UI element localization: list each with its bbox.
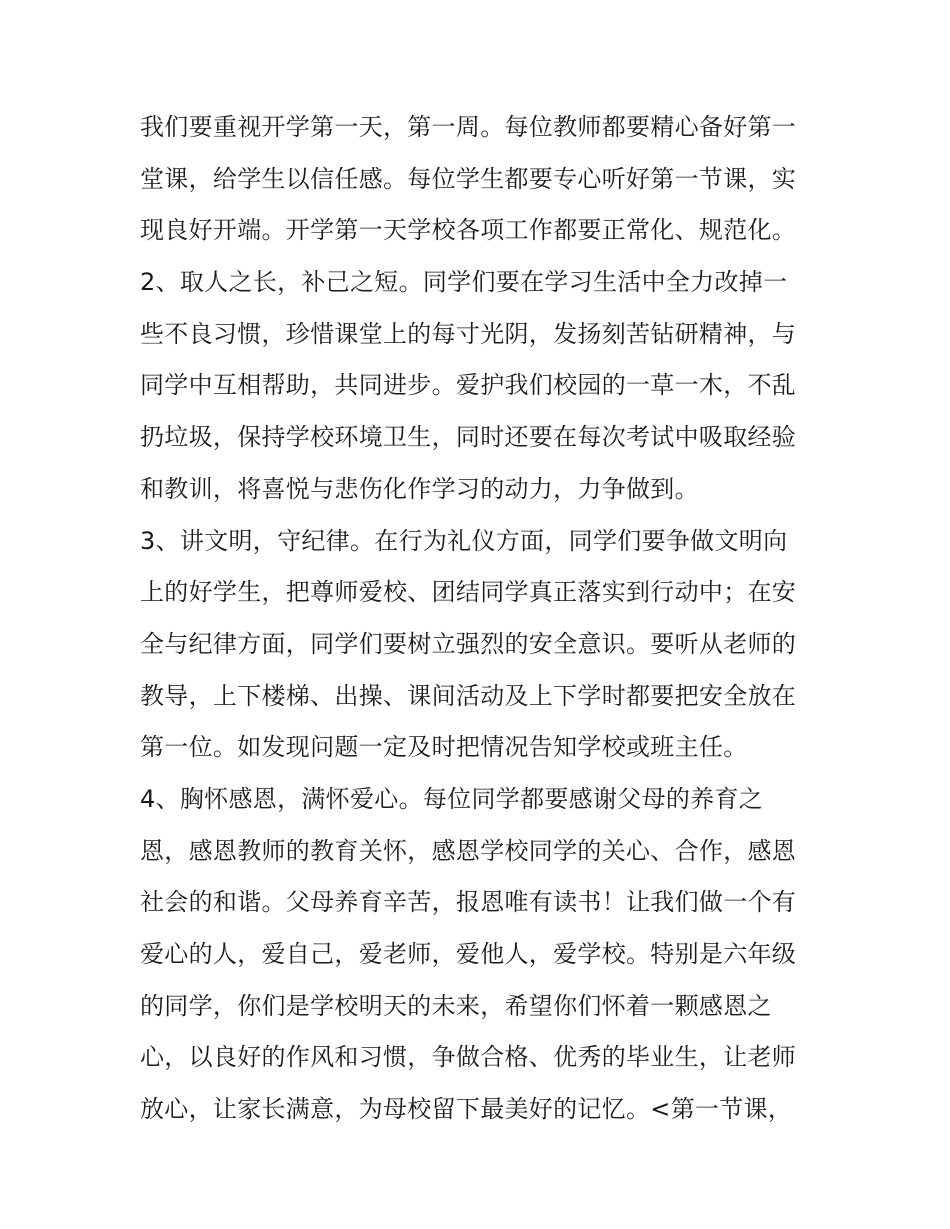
- text-line: 放心，让家长满意，为母校留下最美好的记忆。<第一节课，: [140, 1095, 793, 1124]
- text-line: 现良好开端。开学第一天学校各项工作都要正常化、规范化。: [140, 216, 797, 245]
- text-line: 第一位。如发现问题一定及时把情况告知学校或班主任。: [140, 733, 748, 762]
- text-line: 心，以良好的作风和习惯，争做合格、优秀的毕业生，让老师: [140, 1043, 797, 1072]
- text-line: 4、胸怀感恩，满怀爱心。每位同学都要感谢父母的养育之: [140, 784, 764, 813]
- text-line: 2、取人之长，补己之短。同学们要在学习生活中全力改掉一: [140, 268, 788, 297]
- text-line: 堂课，给学生以信任感。每位学生都要专心听好第一节课，实: [140, 164, 797, 193]
- body-text: [140, 102, 830, 1136]
- text-line: 些不良习惯，珍惜课堂上的每寸光阴，发扬刻苦钻研精神，与: [140, 319, 797, 348]
- text-line: 同学中互相帮助，共同进步。爱护我们校园的一草一木，不乱: [140, 371, 797, 400]
- text-line: 3、讲文明，守纪律。在行为礼仪方面，同学们要争做文明向: [140, 526, 788, 555]
- text-line: 和教训，将喜悦与悲伤化作学习的动力，力争做到。: [140, 474, 699, 503]
- text-line: 教导，上下楼梯、出操、课间活动及上下学时都要把安全放在: [140, 681, 797, 710]
- text-line: 的同学，你们是学校明天的未来，希望你们怀着一颗感恩之: [140, 991, 772, 1020]
- text-line: 上的好学生，把尊师爱校、团结同学真正落实到行动中；在安: [140, 578, 797, 607]
- text-line: 爱心的人，爱自己，爱老师，爱他人，爱学校。特别是六年级: [140, 940, 797, 968]
- text-line: 全与纪律方面，同学们要树立强烈的安全意识。要听从老师的: [140, 629, 797, 658]
- text-line: 扔垃圾，保持学校环境卫生，同时还要在每次考试中吸取经验: [140, 423, 797, 452]
- text-line: 恩，感恩教师的教育关怀，感恩学校同学的关心、合作，感恩: [140, 836, 797, 865]
- text-line: 社会的和谐。父母养育辛苦，报恩唯有读书！让我们做一个有: [140, 888, 797, 917]
- text-line: 我们要重视开学第一天，第一周。每位教师都要精心备好第一: [140, 113, 797, 141]
